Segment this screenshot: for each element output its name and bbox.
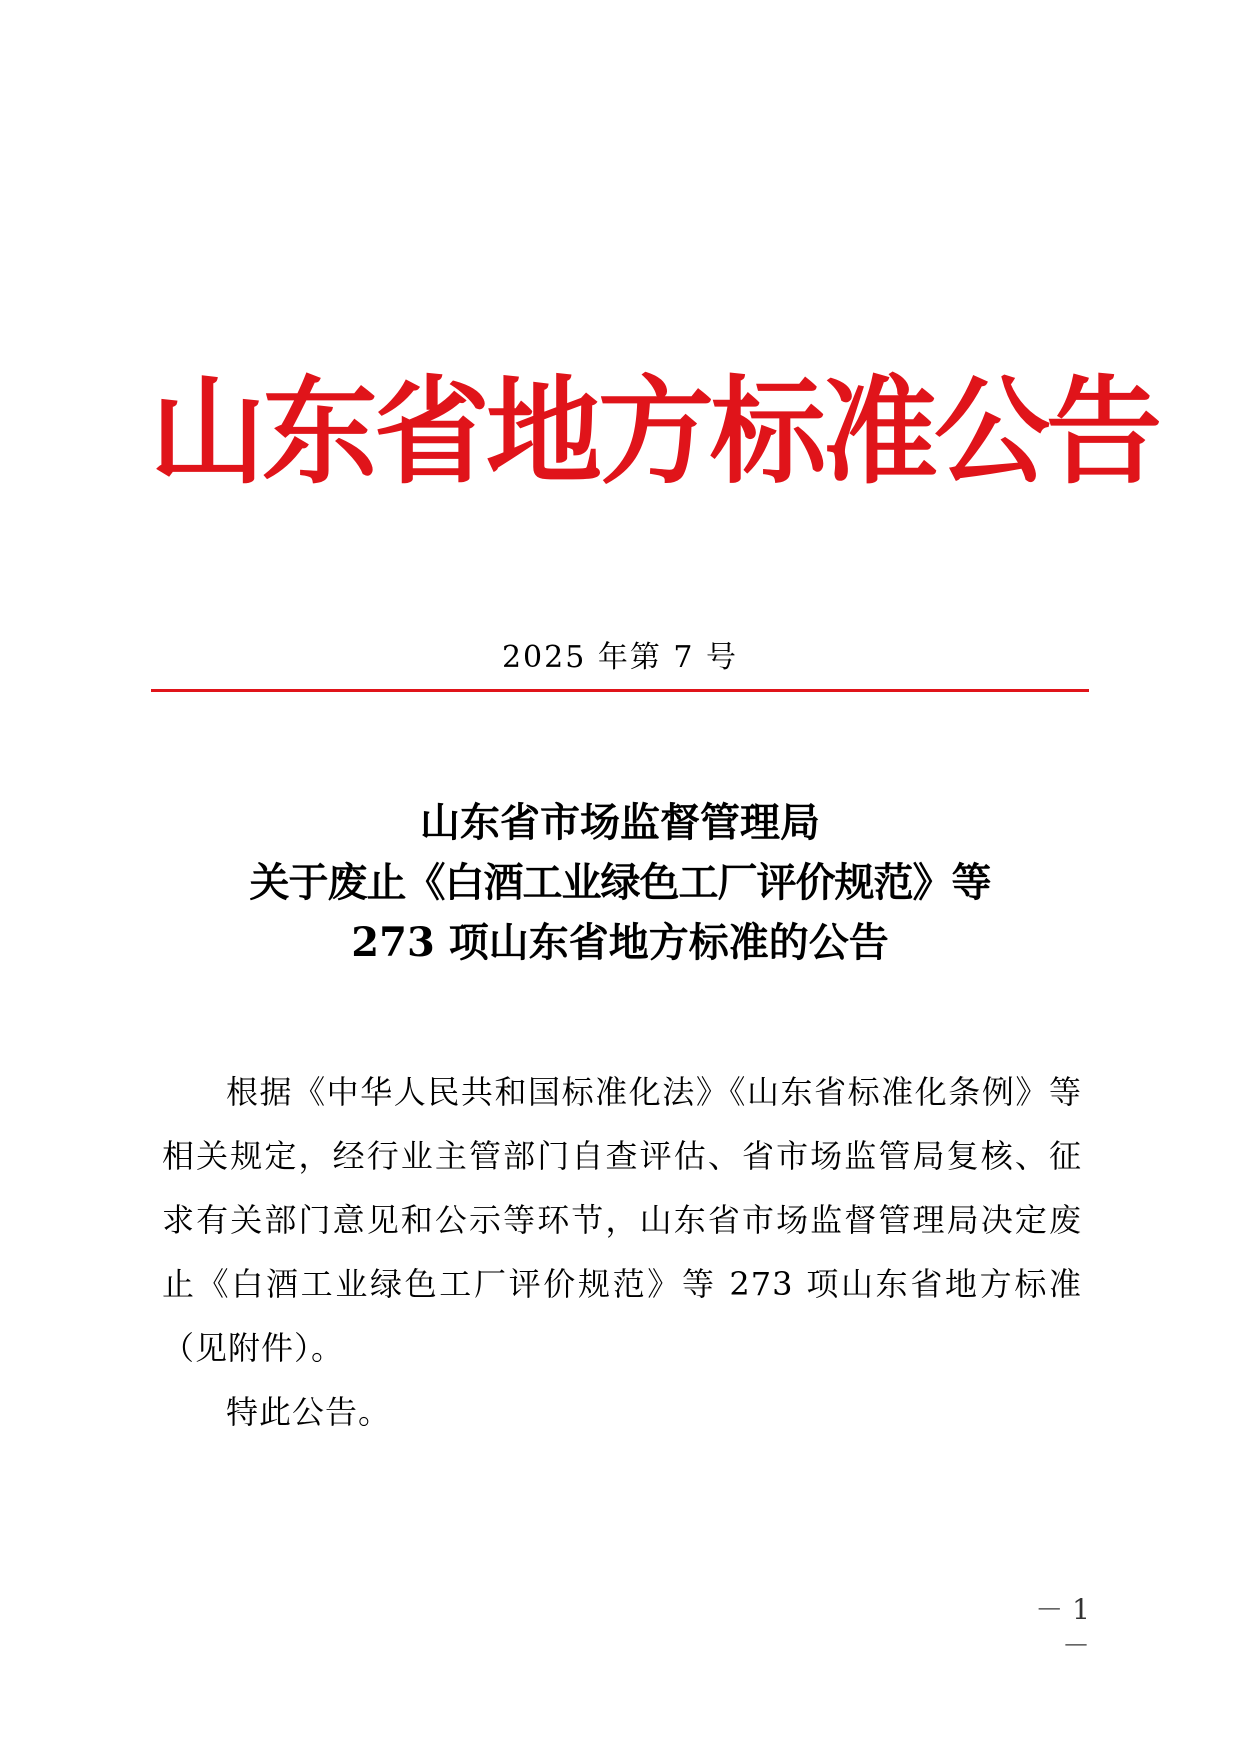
body-paragraph: 根据《中华人民共和国标准化法》《山东省标准化条例》等相关规定，经行业主管部门自查评估、省市场监管局复核、征求有关部门意见和公示等环节，山东省市场监督管理局决定废止《白酒工业绿色工厂评价规范》等 273 项山东省地方标准（见附件）。	[162, 1073, 1082, 1367]
title-line-count: 273 项山东省地方标准的公告	[351, 919, 889, 966]
page-number: － 1 －	[1035, 1593, 1090, 1662]
title-line-issuer: 山东省市场监督管理局	[420, 799, 820, 846]
document-title	[150, 793, 1090, 973]
red-divider-line	[151, 689, 1089, 692]
document-masthead: 山东省地方标准公告	[150, 364, 1158, 500]
document-body	[162, 1060, 1082, 1444]
title-line-subject: 关于废止《白酒工业绿色工厂评价规范》等	[249, 859, 991, 906]
closing-statement: 特此公告。	[226, 1393, 392, 1431]
issue-number: 2025 年第 7 号	[501, 640, 739, 675]
